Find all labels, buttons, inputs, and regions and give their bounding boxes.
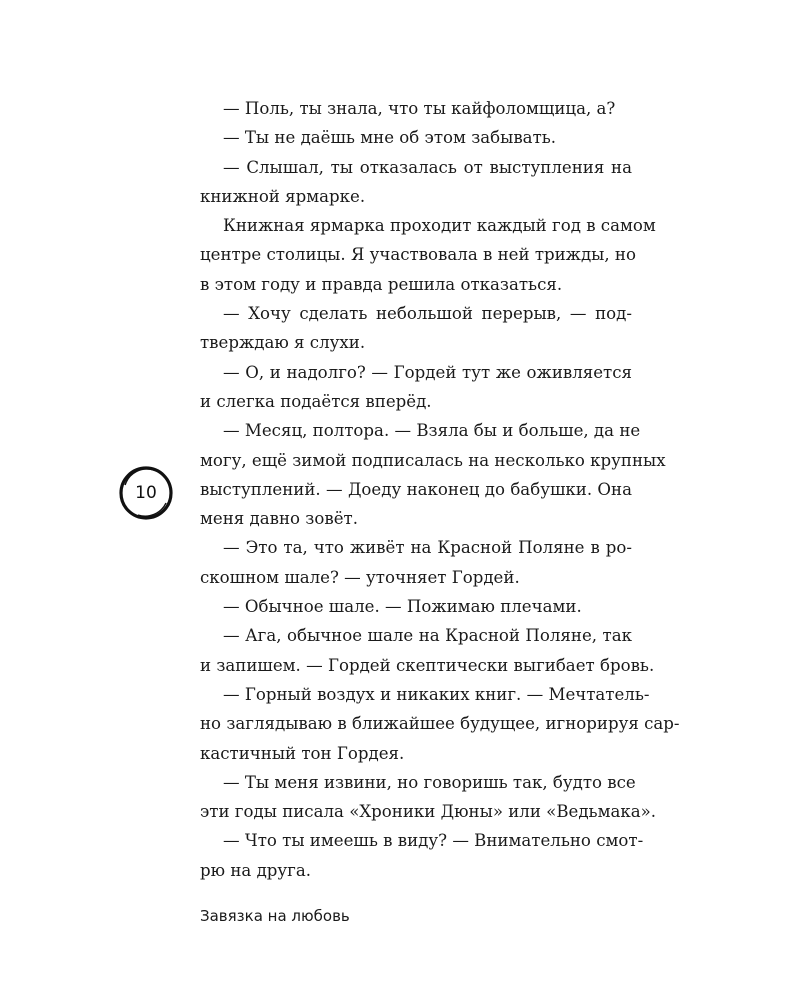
text-line: — Ты меня извини, но говоришь так, будто все [223,772,636,792]
text-line: могу, ещё зимой подписалась на несколько крупных [200,450,666,470]
text-line: — Что ты имеешь в виду? — Внимательно смот- [223,831,644,851]
text-line: — О, и надолго? — Гордей тут же оживляется [223,362,632,382]
text-line: — Месяц, полтора. — Взяла бы и больше, да не [223,421,641,441]
text-line: — Слышал, ты отказалась от выступления на [223,157,632,177]
text-line: меня давно зовёт. [200,509,358,529]
text-line: и запишем. — Гордей скептически выгибает бровь. [200,655,655,675]
body-text [200,94,680,885]
text-line: — Это та, что живёт на Красной Поляне в ро- [223,538,632,558]
text-line: скошном шале? — уточняет Гордей. [200,567,520,587]
text-line: кастичный тон Гордея. [200,743,405,763]
text-line: — Ты не даёшь мне об этом забывать. [223,128,557,148]
text-line: — Хочу сделать небольшой перерыв, — под- [223,304,632,324]
text-line: выступлений. — Доеду наконец до бабушки. Она [200,479,632,499]
page-number: 10 [135,483,157,503]
running-footer-title: Завязка на любовь [200,907,350,925]
text-line: — Горный воздух и никаких книг. — Мечтатель- [223,684,650,704]
text-line: — Поль, ты знала, что ты кайфоломщица, а? [223,99,616,118]
text-line: рю на друга. [200,860,312,880]
text-line: эти годы писала «Хроники Дюны» или «Ведьмака». [200,802,657,822]
text-line: и слегка подаётся вперёд. [200,391,432,411]
text-line: центре столицы. Я участвовала в ней трижды, но [200,245,636,265]
text-line: — Обычное шале. — Пожимаю плечами. [223,597,582,617]
text-line: книжной ярмарке. [200,186,366,206]
text-line: Книжная ярмарка проходит каждый год в самом [223,216,656,236]
page-number-badge [118,465,174,521]
text-line: тверждаю я слухи. [200,333,366,353]
text-line: в этом году и правда решила отказаться. [200,274,563,294]
text-line: но заглядываю в ближайшее будущее, игнорируя сар- [200,714,680,734]
text-line: — Ага, обычное шале на Красной Поляне, так [223,626,632,646]
